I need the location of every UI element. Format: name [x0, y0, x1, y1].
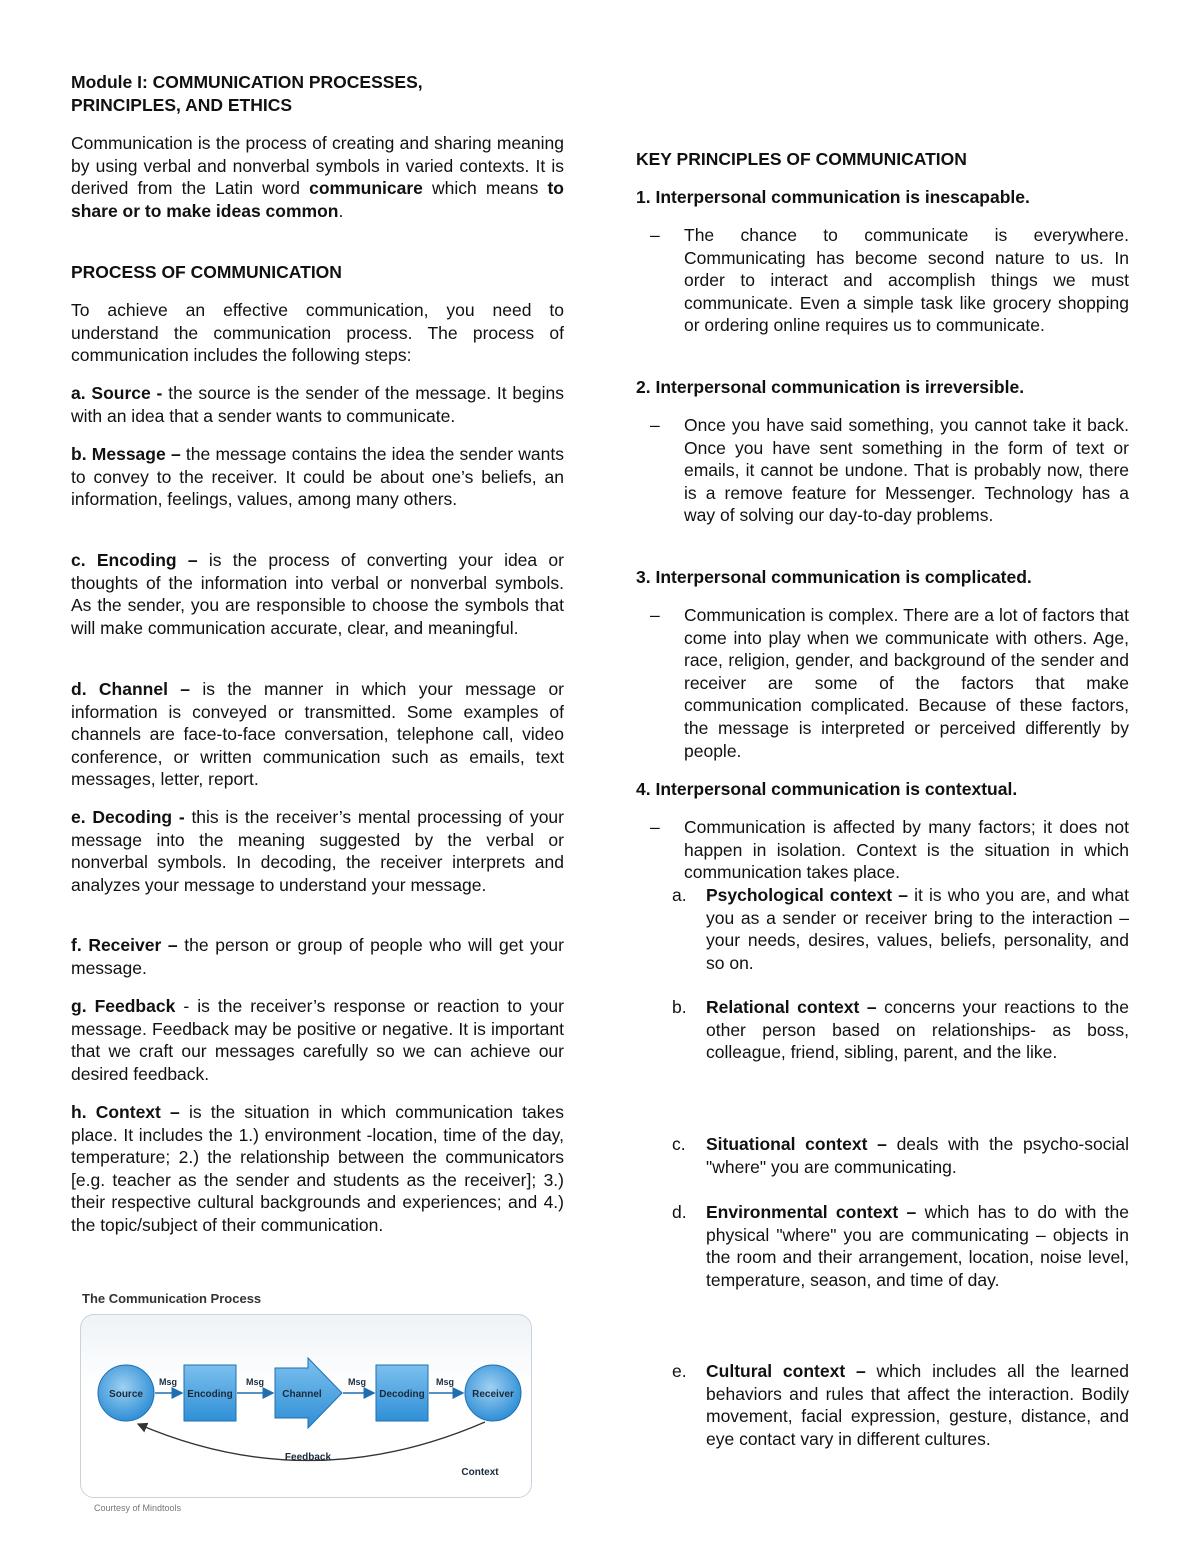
step-decoding	[71, 806, 564, 896]
intro-paragraph	[71, 132, 564, 222]
context-letter: c.	[672, 1134, 686, 1154]
intro-text-mid: which means	[422, 178, 548, 199]
context-relational	[636, 996, 1129, 1064]
step-text: is the situation in which communication takes place. It includes the 1.) environment -location, time of the day, temperature; 2.) the relationship between the communicators [e.g. teacher as the sender and students as the receiver]; 3.) their respective cultural backgrounds and experiences; and 4.) the topic/subject of their communication.	[71, 1102, 564, 1235]
intro-text: Communication is the process of creating and sharing meaning by using verbal and nonverbal symbols in varied contexts. It is derived from the Latin word	[71, 133, 564, 199]
context-cultural	[636, 1360, 1129, 1450]
step-label: e. Decoding -	[71, 807, 192, 827]
context-environmental	[636, 1201, 1129, 1291]
context-text: which includes all the learned behaviors and rules that affect the interaction. Bodily movement, facial expression, gesture, distance, and eye contact vary in different cultures.	[706, 1361, 1129, 1449]
process-diagram	[80, 1288, 532, 1523]
principle-3-body	[636, 604, 1129, 762]
context-letter: a.	[672, 885, 687, 905]
process-lead-text: To achieve an effective communication, you need to understand the communication process. The process of communication includes the following steps:	[71, 300, 564, 366]
step-label: b. Message –	[71, 444, 186, 464]
context-letter: e.	[672, 1361, 687, 1381]
dash-bullet: –	[650, 817, 660, 837]
figure-title: The Communication Process	[82, 1291, 262, 1306]
step-text: is the manner in which your message or information is conveyed or transmitted. Some examples of channels are face-to-face conversation, telephone call, video conference, or written communication such as emails, text messages, letter, report.	[71, 679, 564, 790]
title-line-2: PRINCIPLES, AND ETHICS	[71, 94, 293, 115]
principle-4-title: 4. Interpersonal communication is contextual.	[636, 779, 1018, 799]
context-text: it is who you are, and what you as a sender or receiver bring to the interaction – your needs, desires, values, beliefs, personality, and so on.	[706, 885, 1129, 973]
principle-4-text: Communication is affected by many factors; it does not happen in isolation. Context is the situation in which communication takes place.	[684, 817, 1129, 883]
figure-credit: Courtesy of Mindtools	[94, 1503, 182, 1513]
intro-term: communicare	[309, 178, 423, 199]
step-label: f. Receiver –	[71, 935, 185, 955]
context-text: deals with the psycho-social "where" you are communicating.	[706, 1134, 1130, 1177]
step-text: the person or group of people who will get your message.	[71, 935, 564, 978]
feedback-label: Feedback	[284, 1452, 332, 1463]
step-label: c. Encoding –	[71, 550, 209, 570]
encoding-label: Encoding	[187, 1389, 233, 1400]
context-psychological	[636, 884, 1129, 974]
step-label: g. Feedback	[71, 996, 184, 1016]
channel-label: Channel	[282, 1389, 322, 1400]
step-source	[71, 382, 564, 427]
step-label: d. Channel –	[71, 679, 203, 699]
principle-3-title: 3. Interpersonal communication is complicated.	[636, 567, 1032, 587]
decoding-label: Decoding	[379, 1389, 425, 1400]
context-text: which has to do with the physical "where" you are communicating – objects in the room and their arrangement, location, noise level, temperature, season, and time of day.	[706, 1202, 1129, 1290]
context-letter: b.	[672, 997, 687, 1017]
process-lead	[71, 299, 564, 367]
step-receiver	[71, 934, 564, 979]
context-label: Context	[461, 1467, 499, 1478]
dash-bullet: –	[650, 225, 660, 245]
principle-1-text: The chance to communicate is everywhere. Communicating has become second nature to us. In order to interact and accomplish things we must communicate. Even a simple task like grocery shopping or ordering online requires us to communicate.	[684, 225, 1129, 336]
step-text: the message contains the idea the sender wants to convey to the receiver. It could be about one’s beliefs, an information, feelings, values, among many others.	[71, 444, 564, 510]
principle-2-text: Once you have said something, you cannot take it back. Once you have sent something in the form of text or emails, it cannot be undone. That is probably now, there is a remove feature for Messenger. Technology has a way of solving our day-to-day problems.	[684, 415, 1129, 526]
context-label: Psychological context –	[706, 885, 915, 905]
context-label: Cultural context –	[706, 1361, 877, 1381]
intro-text-end: .	[338, 200, 344, 221]
receiver-label: Receiver	[472, 1389, 514, 1400]
principle-1-title: 1. Interpersonal communication is inescapable.	[636, 187, 1030, 207]
step-text: is the process of converting your idea or thoughts of the information into verbal or nonverbal symbols. As the sender, you are responsible to choose the symbols that will make communication accurate, clear, and meaningful.	[71, 550, 564, 638]
source-label: Source	[109, 1389, 143, 1400]
context-label: Situational context –	[706, 1134, 897, 1154]
communication-process-figure	[80, 1288, 532, 1523]
principle-4-body	[636, 816, 1129, 884]
intro-meaning: to share or to make ideas common	[71, 178, 564, 221]
msg-label: Msg	[348, 1377, 366, 1387]
step-channel	[71, 678, 564, 791]
title-line-1: Module I: COMMUNICATION PROCESSES,	[71, 72, 423, 92]
step-text: - is the receiver’s response or reaction to your message. Feedback may be positive or negative. It is important that we craft our messages carefully so we can achieve our desired feedback.	[71, 996, 564, 1084]
msg-label: Msg	[246, 1377, 264, 1387]
step-label: h. Context –	[71, 1102, 189, 1122]
context-situational	[636, 1133, 1129, 1178]
msg-label: Msg	[436, 1377, 454, 1387]
step-message	[71, 443, 564, 511]
principle-2-body	[636, 414, 1129, 527]
principle-2-title: 2. Interpersonal communication is irreversible.	[636, 377, 1025, 397]
step-context	[71, 1101, 564, 1237]
context-label: Relational context –	[706, 997, 885, 1017]
step-text: this is the receiver’s mental processing of your message into the meaning suggested by the verbal or nonverbal symbols. In decoding, the receiver interprets and analyzes your message to understand your message.	[71, 807, 564, 895]
process-heading: PROCESS OF COMMUNICATION	[71, 262, 342, 282]
msg-label: Msg	[159, 1377, 177, 1387]
dash-bullet: –	[650, 415, 660, 435]
principle-1-body	[636, 224, 1129, 337]
step-encoding	[71, 549, 564, 639]
page-title	[71, 71, 571, 116]
step-text: the source is the sender of the message. It begins with an idea that a sender wants to communicate.	[71, 383, 565, 426]
context-letter: d.	[672, 1202, 687, 1222]
principle-3-text: Communication is complex. There are a lot of factors that come into play when we communicate with others. Age, race, religion, gender, and background of the sender and receiver are some of the factors that make communication complicated. Because of these factors, the message is interpreted or perceived differently by people.	[684, 605, 1129, 761]
dash-bullet: –	[650, 605, 660, 625]
context-label: Environmental context –	[706, 1202, 925, 1222]
step-label: a. Source -	[71, 383, 169, 403]
step-feedback	[71, 995, 564, 1085]
principles-heading: KEY PRINCIPLES OF COMMUNICATION	[636, 149, 967, 169]
context-text: concerns your reactions to the other person based on relationships- as boss, colleague, friend, sibling, parent, and the like.	[706, 997, 1129, 1063]
